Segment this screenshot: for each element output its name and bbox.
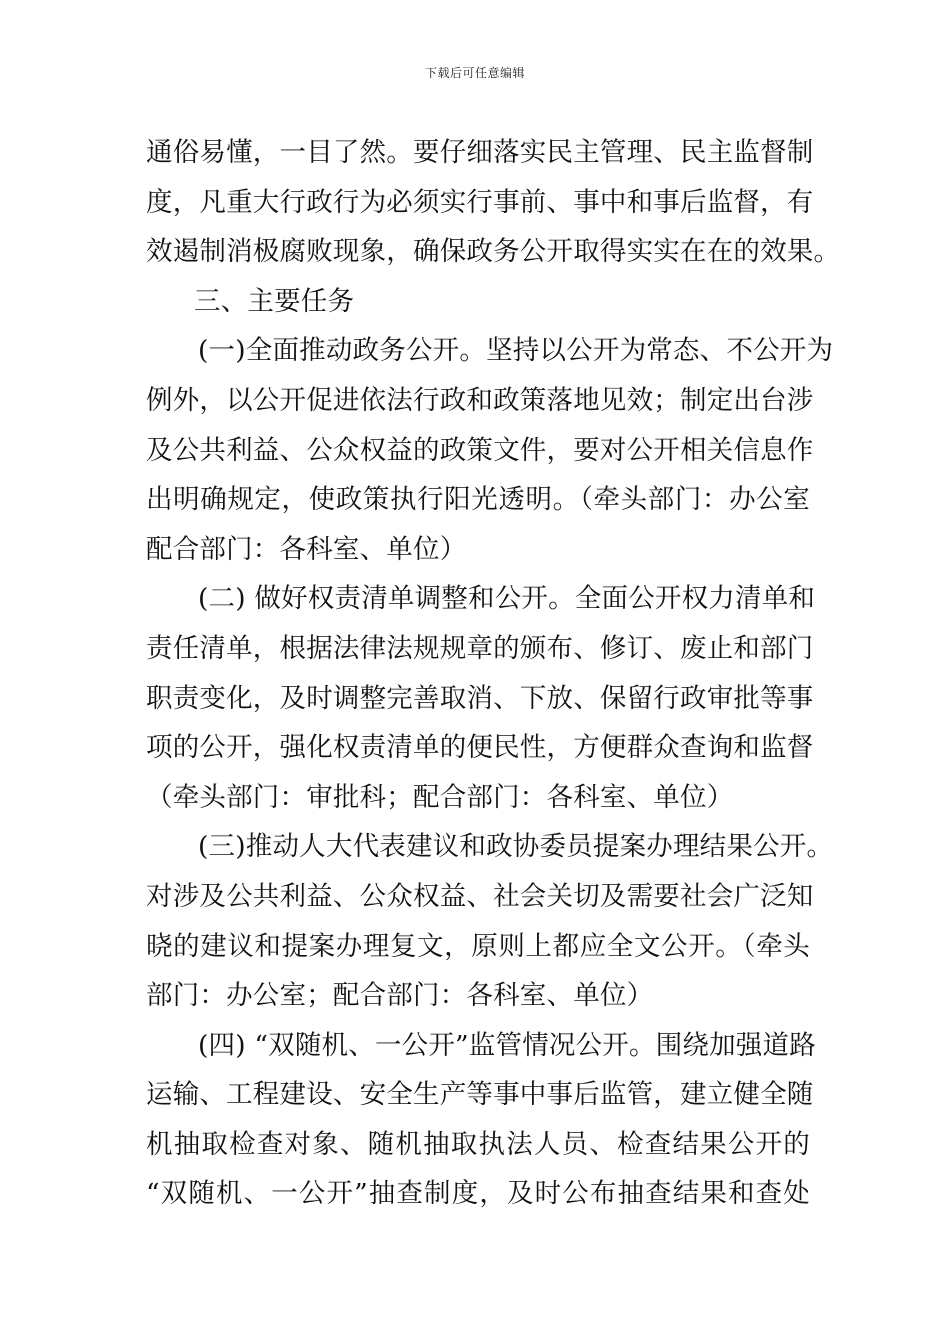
text-line: 配合部门：各科室、单位） <box>146 533 467 565</box>
text-line: 部门：办公室；配合部门：各科室、单位） <box>146 980 654 1012</box>
text-line: 效遏制消极腐败现象，确保政务公开取得实实在在的效果。 <box>146 236 841 268</box>
text-line: 例外，以公开促进依法行政和政策落地见效；制定出台涉 <box>146 384 814 416</box>
text-line: 晓的建议和提案办理复文，原则上都应全文公开。（牵头 <box>146 930 810 962</box>
document-body <box>146 128 841 1219</box>
section-heading: 三、主要任务 <box>194 285 355 317</box>
text-line: 责任清单，根据法律法规规章的颁布、修订、废止和部门 <box>146 632 814 664</box>
text-line: (四) “双随机、一公开”监管情况公开。围绕加强道路 <box>198 1029 816 1061</box>
text-line: 机抽取检查对象、随机抽取执法人员、检查结果公开的 <box>146 1128 810 1160</box>
text-line: 通俗易懂，一目了然。要仔细落实民主管理、民主监督制 <box>146 137 814 168</box>
text-line: 及公共利益、公众权益的政策文件，要对公开相关信息作 <box>146 434 814 466</box>
text-line: 运输、工程建设、安全生产等事中事后监管，建立健全随 <box>146 1079 814 1111</box>
text-line: (一)全面推动政务公开。坚持以公开为常态、不公开为 <box>198 335 834 367</box>
text-line: (三)推动人大代表建议和政协委员提案办理结果公开。 <box>198 831 834 863</box>
text-line: “双随机、一公开”抽查制度，及时公布抽查结果和查处 <box>146 1178 810 1210</box>
text-line: 对涉及公共利益、公众权益、社会关切及需要社会广泛知 <box>146 880 814 912</box>
text-line: (二) 做好权责清单调整和公开。全面公开权力清单和 <box>198 583 816 615</box>
text-line: 职责变化，及时调整完善取消、下放、保留行政审批等事 <box>146 682 814 714</box>
page-header: 下载后可任意编辑 <box>424 66 525 80</box>
text-line: 度，凡重大行政行为必须实行事前、事中和事后监督，有 <box>146 186 814 218</box>
text-line: 项的公开，强化权责清单的便民性，方便群众查询和监督 <box>146 732 814 764</box>
text-line: 出明确规定，使政策执行阳光透明。（牵头部门：办公室 <box>146 484 810 516</box>
text-line: （牵头部门：审批科；配合部门：各科室、单位） <box>146 781 734 813</box>
